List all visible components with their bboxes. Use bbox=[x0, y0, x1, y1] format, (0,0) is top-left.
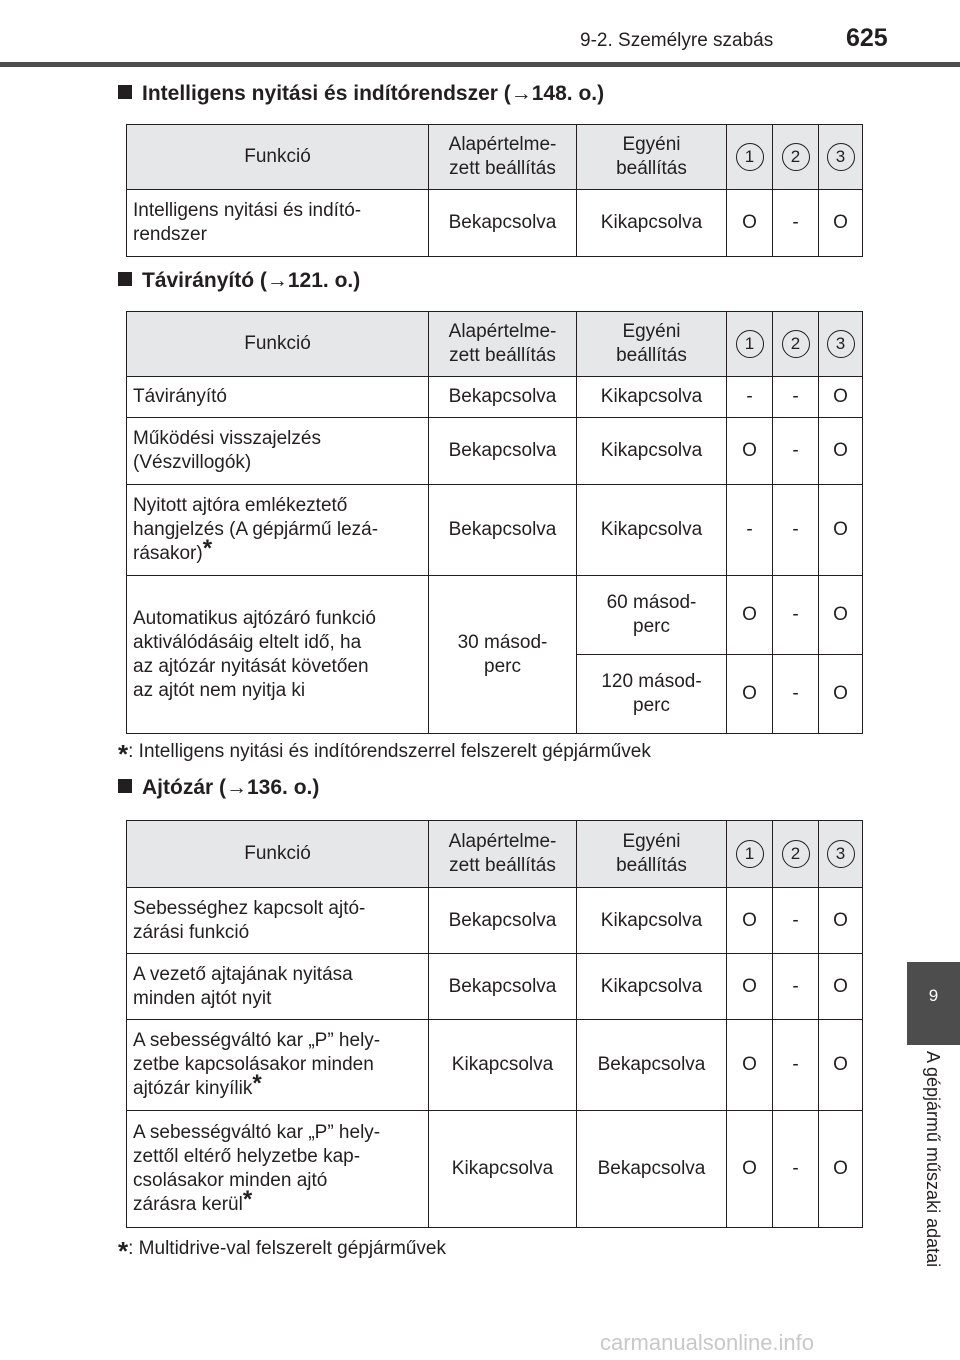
setting-3-cell-text: O bbox=[833, 440, 848, 461]
setting-2-cell-text: - bbox=[792, 212, 799, 233]
footnote-text: : Multidrive-val felszerelt gépjárművek bbox=[128, 1238, 446, 1259]
function-cell bbox=[127, 1020, 429, 1111]
table-header-row bbox=[127, 125, 863, 190]
section-title-text: Távirányító (→121. o.) bbox=[142, 269, 361, 292]
col-setting-3-header bbox=[819, 312, 863, 377]
default-cell-text: Bekapcsolva bbox=[448, 386, 557, 407]
col-setting-2-header bbox=[773, 312, 819, 377]
setting-1-cell-text: O bbox=[742, 212, 757, 233]
section-title bbox=[118, 269, 360, 293]
custom-cell-text: Kikapcsolva bbox=[600, 909, 703, 931]
setting-1-cell-text: O bbox=[742, 683, 757, 704]
custom-cell-text: Kikapcsolva bbox=[600, 212, 703, 233]
setting-1-cell-text: O bbox=[742, 975, 757, 997]
function-cell bbox=[127, 377, 429, 418]
setting-3-cell bbox=[819, 485, 863, 576]
setting-2-cell bbox=[773, 1111, 819, 1228]
default-cell-text: Bekapcsolva bbox=[448, 975, 557, 997]
custom-cell-text: Kikapcsolva bbox=[600, 440, 703, 461]
col-setting-1-header bbox=[727, 312, 773, 377]
setting-1-cell bbox=[727, 485, 773, 576]
circled-number-1: 1 bbox=[736, 143, 764, 171]
setting-3-cell bbox=[819, 1111, 863, 1228]
default-cell-text: Kikapcsolva bbox=[451, 1158, 554, 1179]
footnote-star: * bbox=[118, 739, 129, 769]
function-cell bbox=[127, 485, 429, 576]
setting-3-cell-text: O bbox=[833, 386, 848, 407]
section-title bbox=[118, 82, 604, 106]
col-custom-header bbox=[577, 125, 727, 190]
setting-2-cell bbox=[773, 418, 819, 485]
setting-3-cell bbox=[819, 418, 863, 485]
default-cell bbox=[429, 418, 577, 485]
setting-3-cell-text: O bbox=[833, 1158, 848, 1179]
setting-3-cell-text: O bbox=[833, 975, 848, 997]
circled-number-3: 3 bbox=[827, 143, 855, 171]
setting-2-cell-text: - bbox=[792, 440, 799, 461]
custom-cell bbox=[577, 576, 727, 655]
footnote-star: * bbox=[118, 1236, 129, 1266]
setting-2-cell bbox=[773, 576, 819, 655]
custom-cell-text: Kikapcsolva bbox=[600, 975, 703, 997]
setting-2-cell bbox=[773, 655, 819, 734]
setting-1-cell-text: O bbox=[742, 604, 757, 625]
function-cell bbox=[127, 190, 429, 257]
setting-2-cell bbox=[773, 888, 819, 954]
setting-2-cell-text: - bbox=[792, 519, 799, 540]
table-row bbox=[127, 576, 863, 655]
function-cell-text: Automatikus ajtózáró funkció aktiválódásáig eltelt idő, ha az ajtózár nyitását követően az ajtót nem nyitja ki bbox=[133, 607, 376, 701]
footnote bbox=[118, 733, 651, 769]
default-cell bbox=[429, 954, 577, 1020]
col-default-header-text: Alapértelme- zett beállítás bbox=[448, 134, 557, 179]
custom-cell-text: 120 másod- perc bbox=[601, 671, 702, 716]
custom-cell bbox=[577, 485, 727, 576]
col-custom-header-text: Egyéni beállítás bbox=[616, 831, 687, 876]
col-setting-2-header bbox=[773, 821, 819, 888]
setting-1-cell-text: - bbox=[746, 386, 753, 407]
custom-cell bbox=[577, 377, 727, 418]
function-cell-text: A vezető ajtajának nyitása minden ajtót nyit bbox=[133, 963, 353, 1009]
footnote-marker: * bbox=[202, 534, 213, 562]
setting-2-cell-text: - bbox=[792, 1158, 799, 1179]
header-rule bbox=[0, 62, 960, 67]
col-default-header-text: Alapértelme- zett beállítás bbox=[448, 321, 557, 366]
table-row bbox=[127, 888, 863, 954]
setting-3-cell-text: O bbox=[833, 519, 848, 540]
circled-number-2: 2 bbox=[782, 143, 810, 171]
setting-3-cell bbox=[819, 655, 863, 734]
setting-1-cell-text: O bbox=[742, 440, 757, 461]
custom-cell bbox=[577, 655, 727, 734]
setting-2-cell-text: - bbox=[792, 909, 799, 931]
setting-2-cell-text: - bbox=[792, 604, 799, 625]
col-setting-1-header bbox=[727, 821, 773, 888]
setting-1-cell-text: O bbox=[742, 1054, 757, 1075]
custom-cell bbox=[577, 190, 727, 257]
setting-3-cell bbox=[819, 576, 863, 655]
setting-1-cell bbox=[727, 954, 773, 1020]
footnote-marker: * bbox=[252, 1069, 262, 1097]
setting-1-cell bbox=[727, 190, 773, 257]
settings-table bbox=[126, 311, 863, 734]
chapter-tab bbox=[907, 1045, 960, 1315]
setting-3-cell-text: O bbox=[833, 909, 848, 931]
custom-cell bbox=[577, 418, 727, 485]
table-row bbox=[127, 377, 863, 418]
settings-table bbox=[126, 820, 863, 1228]
custom-cell-text: Kikapcsolva bbox=[600, 386, 703, 407]
col-setting-3-header bbox=[819, 125, 863, 190]
col-function-header bbox=[127, 125, 429, 190]
function-cell-text: Távirányító bbox=[133, 386, 227, 407]
default-cell bbox=[429, 1111, 577, 1228]
setting-1-cell-text: O bbox=[742, 1158, 757, 1179]
default-cell-text: Bekapcsolva bbox=[448, 519, 557, 540]
table-row bbox=[127, 485, 863, 576]
setting-1-cell bbox=[727, 576, 773, 655]
function-cell bbox=[127, 954, 429, 1020]
default-cell bbox=[429, 576, 577, 734]
section-title bbox=[118, 776, 319, 800]
chapter-tab-number bbox=[907, 962, 960, 1045]
settings-table bbox=[126, 124, 863, 257]
footnote-marker: * bbox=[242, 1185, 253, 1213]
setting-1-cell bbox=[727, 418, 773, 485]
default-cell bbox=[429, 377, 577, 418]
setting-1-cell bbox=[727, 888, 773, 954]
custom-cell-text: 60 másod- perc bbox=[606, 592, 697, 637]
footnote-text: : Intelligens nyitási és indítórendszerrel felszerelt gépjárművek bbox=[128, 741, 651, 762]
col-default-header bbox=[429, 312, 577, 377]
setting-1-cell bbox=[727, 377, 773, 418]
col-default-header bbox=[429, 125, 577, 190]
col-custom-header bbox=[577, 312, 727, 377]
default-cell bbox=[429, 888, 577, 954]
custom-cell-text: Bekapcsolva bbox=[597, 1158, 706, 1179]
setting-1-cell bbox=[727, 1020, 773, 1111]
setting-2-cell bbox=[773, 377, 819, 418]
custom-cell bbox=[577, 954, 727, 1020]
custom-cell bbox=[577, 1111, 727, 1228]
col-default-header-text: Alapértelme- zett beállítás bbox=[448, 831, 557, 876]
table-row bbox=[127, 418, 863, 485]
function-cell-text: A sebességváltó kar „P” hely- zettől eltérő helyzetbe kap- csolásakor minden ajtó zárásra kerül bbox=[133, 1122, 381, 1215]
default-cell-text: Bekapcsolva bbox=[448, 440, 557, 461]
col-setting-1-header bbox=[727, 125, 773, 190]
setting-3-cell bbox=[819, 954, 863, 1020]
table-header-row bbox=[127, 821, 863, 888]
custom-cell bbox=[577, 1020, 727, 1111]
section-title-text: Intelligens nyitási és indítórendszer (→148. o.) bbox=[142, 82, 605, 105]
setting-3-cell bbox=[819, 1020, 863, 1111]
default-cell-text: Kikapcsolva bbox=[451, 1054, 554, 1075]
setting-3-cell-text: O bbox=[833, 604, 848, 625]
function-cell-text: Működési visszajelzés (Vészvillogók) bbox=[133, 428, 321, 473]
setting-2-cell-text: - bbox=[792, 386, 799, 407]
running-header-section: 9-2. Személyre szabás bbox=[580, 30, 774, 51]
col-function-header bbox=[127, 821, 429, 888]
watermark: carmanualsonline.info bbox=[600, 1330, 815, 1355]
setting-2-cell bbox=[773, 1020, 819, 1111]
col-custom-header-text: Egyéni beállítás bbox=[616, 321, 687, 366]
default-cell-text: 30 másod- perc bbox=[457, 631, 548, 677]
function-cell bbox=[127, 576, 429, 734]
setting-2-cell-text: - bbox=[792, 683, 799, 704]
chapter-title: A gépjármű műszaki adatai bbox=[923, 1051, 943, 1268]
setting-3-cell bbox=[819, 888, 863, 954]
circled-number-1: 1 bbox=[736, 840, 764, 868]
function-cell-text: Nyitott ajtóra emlékeztető hangjelzés (A gépjármű lezá- rásakor) bbox=[133, 495, 379, 564]
circled-number-3: 3 bbox=[827, 840, 855, 868]
footnote bbox=[118, 1230, 446, 1266]
section-title-text: Ajtózár (→136. o.) bbox=[142, 776, 320, 799]
default-cell-text: Bekapcsolva bbox=[448, 909, 557, 931]
setting-3-cell-text: O bbox=[833, 683, 848, 704]
setting-2-cell-text: - bbox=[792, 975, 799, 997]
function-cell bbox=[127, 888, 429, 954]
function-cell bbox=[127, 418, 429, 485]
function-cell-text: Intelligens nyitási és indító- rendszer bbox=[133, 200, 362, 245]
col-function-header-text: Funkció bbox=[244, 843, 311, 864]
setting-3-cell bbox=[819, 377, 863, 418]
col-function-header-text: Funkció bbox=[244, 333, 311, 354]
custom-cell-text: Bekapcsolva bbox=[597, 1054, 706, 1075]
setting-3-cell-text: O bbox=[833, 1054, 848, 1075]
table-row bbox=[127, 190, 863, 257]
bullet-square bbox=[118, 85, 132, 99]
table-row bbox=[127, 1111, 863, 1228]
function-cell-text: Sebességhez kapcsolt ajtó- zárási funkció bbox=[133, 897, 366, 943]
custom-cell bbox=[577, 888, 727, 954]
setting-2-cell bbox=[773, 954, 819, 1020]
col-custom-header bbox=[577, 821, 727, 888]
bullet-square bbox=[118, 779, 132, 793]
setting-2-cell bbox=[773, 485, 819, 576]
col-setting-3-header bbox=[819, 821, 863, 888]
table-row bbox=[127, 954, 863, 1020]
table-row bbox=[127, 1020, 863, 1111]
setting-1-cell bbox=[727, 1111, 773, 1228]
col-custom-header-text: Egyéni beállítás bbox=[616, 134, 687, 179]
setting-3-cell bbox=[819, 190, 863, 257]
col-default-header bbox=[429, 821, 577, 888]
setting-2-cell bbox=[773, 190, 819, 257]
col-setting-2-header bbox=[773, 125, 819, 190]
function-cell-text: A sebességváltó kar „P” hely- zetbe kapcsolásakor minden ajtózár kinyílik bbox=[133, 1030, 381, 1099]
default-cell bbox=[429, 485, 577, 576]
setting-1-cell-text: - bbox=[746, 519, 753, 540]
setting-1-cell-text: O bbox=[742, 909, 757, 931]
custom-cell-text: Kikapcsolva bbox=[600, 519, 703, 540]
default-cell bbox=[429, 190, 577, 257]
setting-3-cell-text: O bbox=[833, 212, 848, 233]
circled-number-3: 3 bbox=[827, 330, 855, 358]
chapter-number: 9 bbox=[928, 986, 939, 1005]
setting-2-cell-text: - bbox=[792, 1054, 799, 1075]
circled-number-1: 1 bbox=[736, 330, 764, 358]
function-cell bbox=[127, 1111, 429, 1228]
setting-1-cell bbox=[727, 655, 773, 734]
col-function-header bbox=[127, 312, 429, 377]
col-function-header-text: Funkció bbox=[244, 146, 311, 167]
circled-number-2: 2 bbox=[782, 330, 810, 358]
default-cell-text: Bekapcsolva bbox=[448, 212, 557, 233]
table-header-row bbox=[127, 312, 863, 377]
default-cell bbox=[429, 1020, 577, 1111]
page-number: 625 bbox=[846, 24, 888, 52]
circled-number-2: 2 bbox=[782, 840, 810, 868]
bullet-square bbox=[118, 272, 132, 286]
